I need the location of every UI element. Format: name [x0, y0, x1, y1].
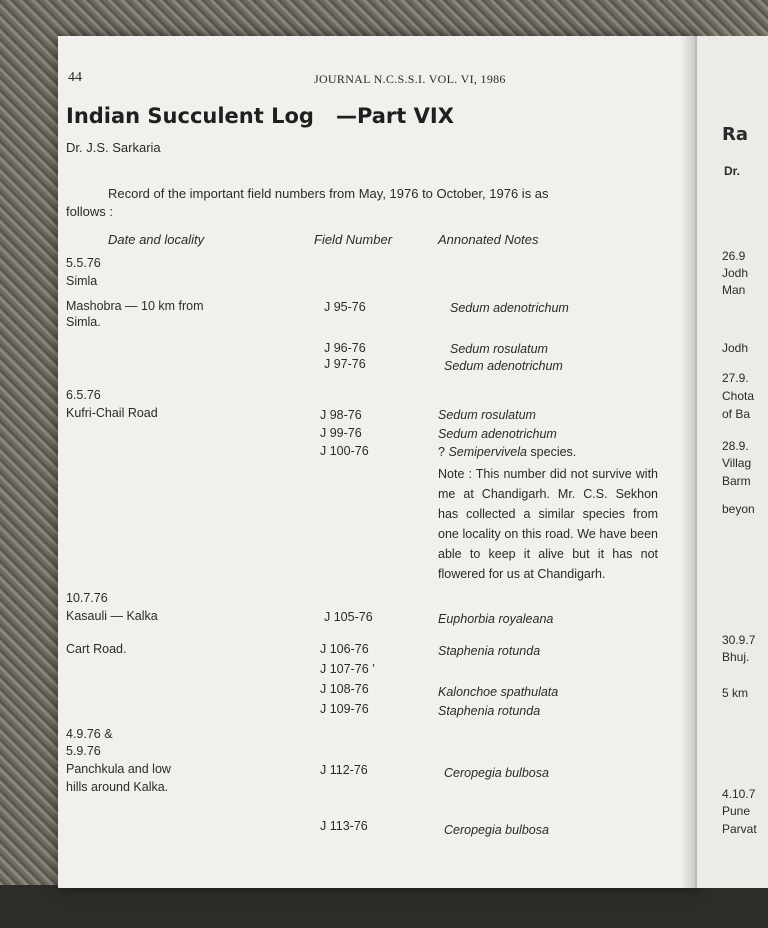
facing-page-title: Ra	[722, 124, 749, 145]
page-number: 44	[68, 70, 82, 85]
table-row-date: 5.9.76	[66, 744, 101, 758]
table-row-note: Sedum adenotrichum	[438, 427, 557, 441]
table-row-field: J 100-76	[320, 444, 369, 458]
table-row-field: J 96-76	[324, 341, 366, 355]
facing-page-line: Villag	[722, 456, 752, 470]
table-row-locality: Simla.	[66, 315, 101, 329]
facing-page-line: Jodh	[722, 341, 749, 355]
table-row-locality: Mashobra — 10 km from	[66, 299, 204, 313]
article-title-part: —Part VIX	[335, 104, 454, 128]
table-row-field: J 99-76	[320, 426, 362, 440]
facing-page-line: 4.10.7	[722, 787, 756, 801]
table-row-date: 6.5.76	[66, 388, 101, 402]
table-row-note: Kalonchoe spathulata	[438, 685, 559, 699]
table-row-note: Staphenia rotunda	[438, 644, 541, 658]
table-row-note: Staphenia rotunda	[438, 704, 541, 718]
intro-line-2: follows :	[66, 204, 113, 219]
intro-line-1: Record of the important field numbers from May, 1976 to October, 1976 is as	[108, 186, 549, 201]
facing-page-line: Jodh	[722, 266, 749, 280]
facing-page-line: Man	[722, 283, 746, 297]
table-row-field: J 95-76	[324, 300, 366, 314]
table-row-field: J 106-76	[320, 642, 369, 656]
table-row-locality: Kufri-Chail Road	[66, 406, 158, 420]
table-row-date: 5.5.76	[66, 256, 101, 270]
table-row-field: J 105-76	[324, 610, 373, 624]
author: Dr. J.S. Sarkaria	[66, 140, 161, 155]
table-row-locality: Kasauli — Kalka	[66, 609, 158, 623]
long-note: Note : This number did not survive with me at Chandigarh. Mr. C.S. Sekhon has collected a similar species from one locality on this road. We have been able to keep it alive but it has not flowered for us at Chandigarh.	[438, 467, 658, 581]
facing-page-line: 26.9	[722, 249, 746, 263]
facing-page-line: Chota	[722, 389, 755, 403]
article-title-main: Indian Succulent Log	[66, 104, 314, 128]
table-row-note: Sedum adenotrichum	[450, 301, 569, 315]
column-header-field: Field Number	[314, 232, 393, 247]
table-row-locality: Simla	[66, 274, 98, 288]
table-row-field: J 109-76	[320, 702, 369, 716]
facing-page-author: Dr.	[724, 164, 741, 178]
facing-page-line: Barm	[722, 474, 751, 488]
table-row-field: J 107-76 ’	[320, 662, 375, 676]
facing-page-line: Bhuj.	[722, 650, 750, 664]
table-row-note: Euphorbia royaleana	[438, 612, 554, 626]
table-row-field: J 98-76	[320, 408, 362, 422]
table-row-note: Ceropegia bulbosa	[444, 766, 549, 780]
table-row-date: 10.7.76	[66, 591, 108, 605]
left-page	[58, 36, 700, 888]
column-header-notes: Annonated Notes	[438, 232, 539, 247]
table-row-note: Sedum rosulatum	[450, 342, 548, 356]
bottom-shadow	[0, 885, 768, 928]
facing-page-line: Parvat	[722, 822, 757, 836]
facing-page-line: 5 km	[722, 686, 749, 700]
table-row-field: J 112-76	[320, 763, 368, 777]
table-row-field: J 97-76	[324, 357, 366, 371]
table-row-field: J 113-76	[320, 819, 368, 833]
table-row-note: Ceropegia bulbosa	[444, 823, 549, 837]
article-title	[66, 104, 454, 128]
facing-page	[695, 36, 768, 888]
table-row-date: 4.9.76 &	[66, 727, 113, 741]
facing-page-line: beyon	[722, 502, 755, 516]
facing-page-line: 30.9.7	[722, 633, 756, 647]
facing-page-line: Pune	[722, 804, 751, 818]
facing-page-line: 28.9.	[722, 439, 749, 453]
table-row-note: Sedum adenotrichum	[444, 359, 563, 373]
table-row-note: Sedum rosulatum	[438, 408, 536, 422]
table-row-locality: hills around Kalka.	[66, 780, 169, 794]
facing-page-line: 27.9.	[722, 371, 749, 385]
column-header-date: Date and locality	[108, 232, 205, 247]
table-row-field: J 108-76	[320, 682, 369, 696]
table-row-locality: Cart Road.	[66, 642, 127, 656]
journal-header: JOURNAL N.C.S.S.I. VOL. VI, 1986	[314, 72, 506, 86]
genus-name: Semipervivela	[448, 445, 527, 459]
table-row-locality: Panchkula and low	[66, 762, 171, 776]
facing-page-line: of Ba	[722, 407, 751, 421]
table-row-note: ? Semipervivela species.	[438, 445, 577, 459]
